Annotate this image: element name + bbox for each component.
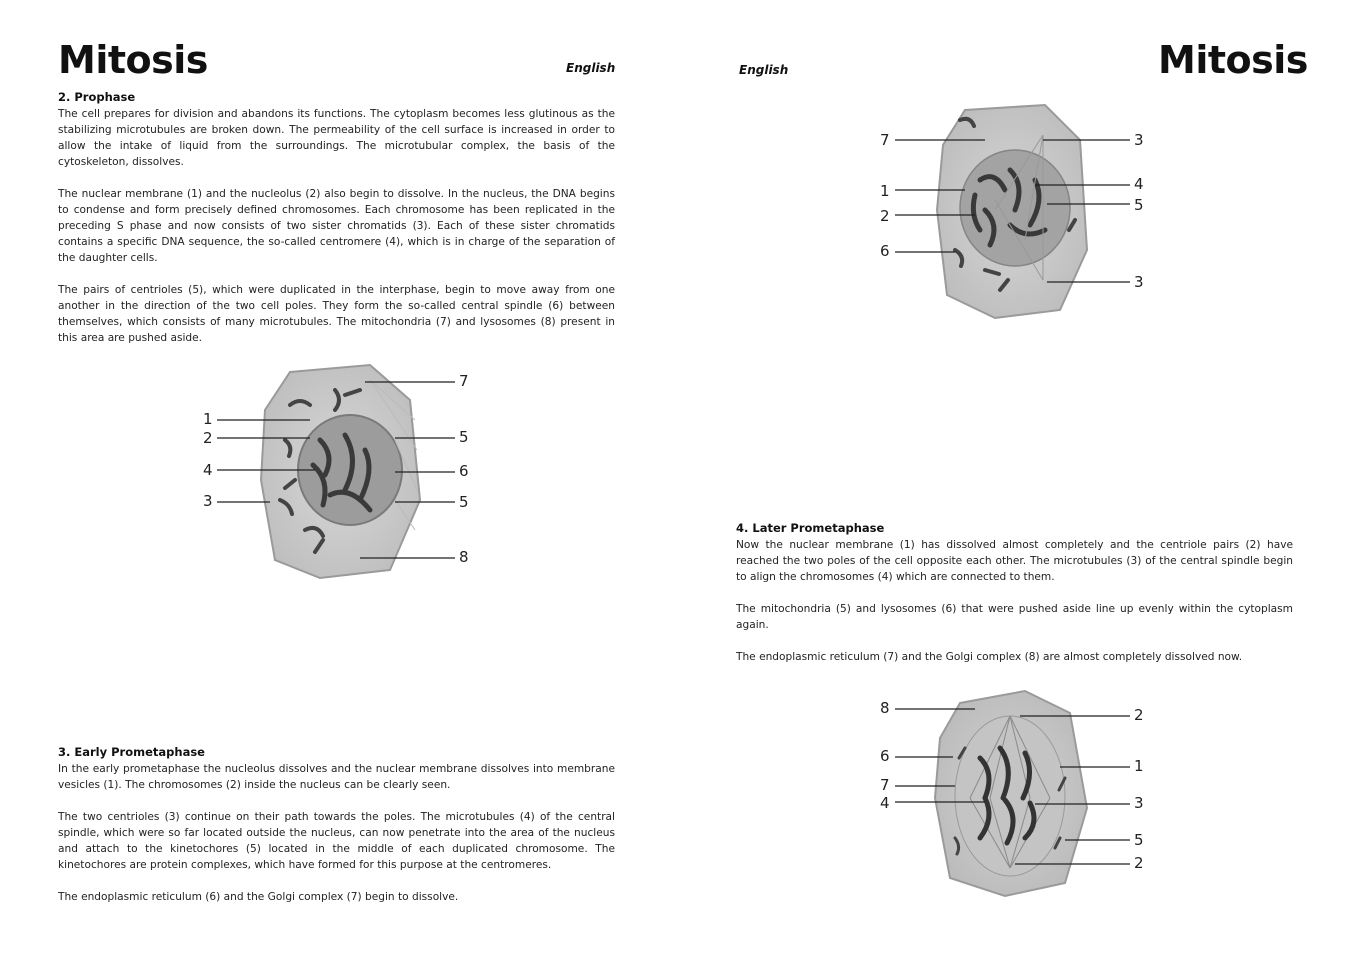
prophase-paragraph-1: The cell prepares for division and abandons its functions. The cytoplasm becomes less glutinous as the stabilizing microtubules are broken down. The permeability of the cell surface is increased in order to allow the intake of liquid from the surroundings. The microtubular complex, the basis of the cytoskeleton, dissolves. <box>58 108 615 168</box>
later-prometaphase-paragraph-2: The mitochondria (5) and lysosomes (6) that were pushed aside line up evenly within the cytoplasm again. <box>736 603 1293 631</box>
prophase-label-8: 8 <box>459 548 469 566</box>
language-label: English <box>566 61 616 75</box>
later-prometaphase-label-5: 5 <box>1134 831 1144 849</box>
prophase-heading: 2. Prophase <box>58 90 136 104</box>
early-prometaphase-section <box>58 745 615 905</box>
left-page <box>0 0 675 954</box>
later-prometaphase-paragraph-3: The endoplasmic reticulum (7) and the Golgi complex (8) are almost completely dissolved now. <box>736 651 1243 663</box>
language-label: English <box>739 63 789 77</box>
later-prometaphase-cell-diagram <box>875 688 1155 900</box>
later-prometaphase-heading: 4. Later Prometaphase <box>736 521 885 535</box>
prophase-label-6: 6 <box>459 462 469 480</box>
prophase-paragraph-2: The nuclear membrane (1) and the nucleolus (2) also begin to dissolve. In the nucleus, the DNA begins to condense and form precisely defined chromosomes. Each chromosome has been replicated in the preceding S phase and now consists of two sister chromatids (3). Each of these sister chromatids contains a specific DNA sequence, the so-called centromere (4), which is in charge of the separation of the daughter cells. <box>58 188 615 264</box>
page-title: Mitosis <box>1158 38 1308 82</box>
later-prometaphase-section <box>736 521 1293 665</box>
later-prometaphase-label-8: 8 <box>880 699 890 717</box>
later-prometaphase-label-7: 7 <box>880 776 890 794</box>
early-prometaphase-paragraph-1: In the early prometaphase the nucleolus dissolves and the nuclear membrane dissolves into membrane vesicles (1). The chromosomes (2) inside the nucleus can be clearly seen. <box>58 763 615 791</box>
early-prometaphase-heading: 3. Early Prometaphase <box>58 745 205 759</box>
early-prometaphase-label-1: 1 <box>880 182 890 200</box>
right-page <box>675 0 1351 954</box>
later-prometaphase-label-4: 4 <box>880 794 890 812</box>
later-prometaphase-label-6: 6 <box>880 747 890 765</box>
early-prometaphase-label-2: 2 <box>880 207 890 225</box>
later-prometaphase-label-1: 1 <box>1134 757 1144 775</box>
early-prometaphase-cell-diagram <box>875 100 1155 325</box>
later-prometaphase-label-2b: 2 <box>1134 854 1144 872</box>
prophase-label-1: 1 <box>203 410 213 428</box>
prophase-label-2: 2 <box>203 429 213 447</box>
page-title: Mitosis <box>58 38 208 82</box>
early-prometaphase-label-7: 7 <box>880 131 890 149</box>
early-prometaphase-label-3b: 3 <box>1134 273 1144 291</box>
later-prometaphase-label-3: 3 <box>1134 794 1144 812</box>
early-prometaphase-label-3a: 3 <box>1134 131 1144 149</box>
early-prometaphase-paragraph-2: The two centrioles (3) continue on their path towards the poles. The microtubules (4) of the central spindle, which were so far located outside the nucleus, can now penetrate into the area of the nucleus and attach to the kinetochores (5) located in the middle of each duplicated chromosome. The kinetochores are protein complexes, which have formed for this purpose at the centromeres. <box>58 811 615 871</box>
later-prometaphase-paragraph-1: Now the nuclear membrane (1) has dissolved almost completely and the centriole pairs (2) have reached the two poles of the cell opposite each other. The microtubules (3) of the central spindle begin to align the chromosomes (4) which are connected to them. <box>736 539 1293 583</box>
prophase-paragraph-3: The pairs of centrioles (5), which were duplicated in the interphase, begin to move away from one another in the direction of the two cell poles. They form the so-called central spindle (6) between themselves, which consists of many microtubules. The mitochondria (7) and lysosomes (8) present in this area are pushed aside. <box>58 284 615 344</box>
prophase-cell-diagram <box>195 360 485 585</box>
early-prometaphase-label-6: 6 <box>880 242 890 260</box>
prophase-label-5a: 5 <box>459 428 469 446</box>
early-prometaphase-label-5: 5 <box>1134 196 1144 214</box>
prophase-label-4: 4 <box>203 461 213 479</box>
prophase-label-5b: 5 <box>459 493 469 511</box>
prophase-label-7: 7 <box>459 372 469 390</box>
prophase-label-3: 3 <box>203 492 213 510</box>
prophase-section <box>58 90 615 346</box>
later-prometaphase-label-2a: 2 <box>1134 706 1144 724</box>
early-prometaphase-label-4: 4 <box>1134 175 1144 193</box>
early-prometaphase-paragraph-3: The endoplasmic reticulum (6) and the Golgi complex (7) begin to dissolve. <box>58 891 459 903</box>
